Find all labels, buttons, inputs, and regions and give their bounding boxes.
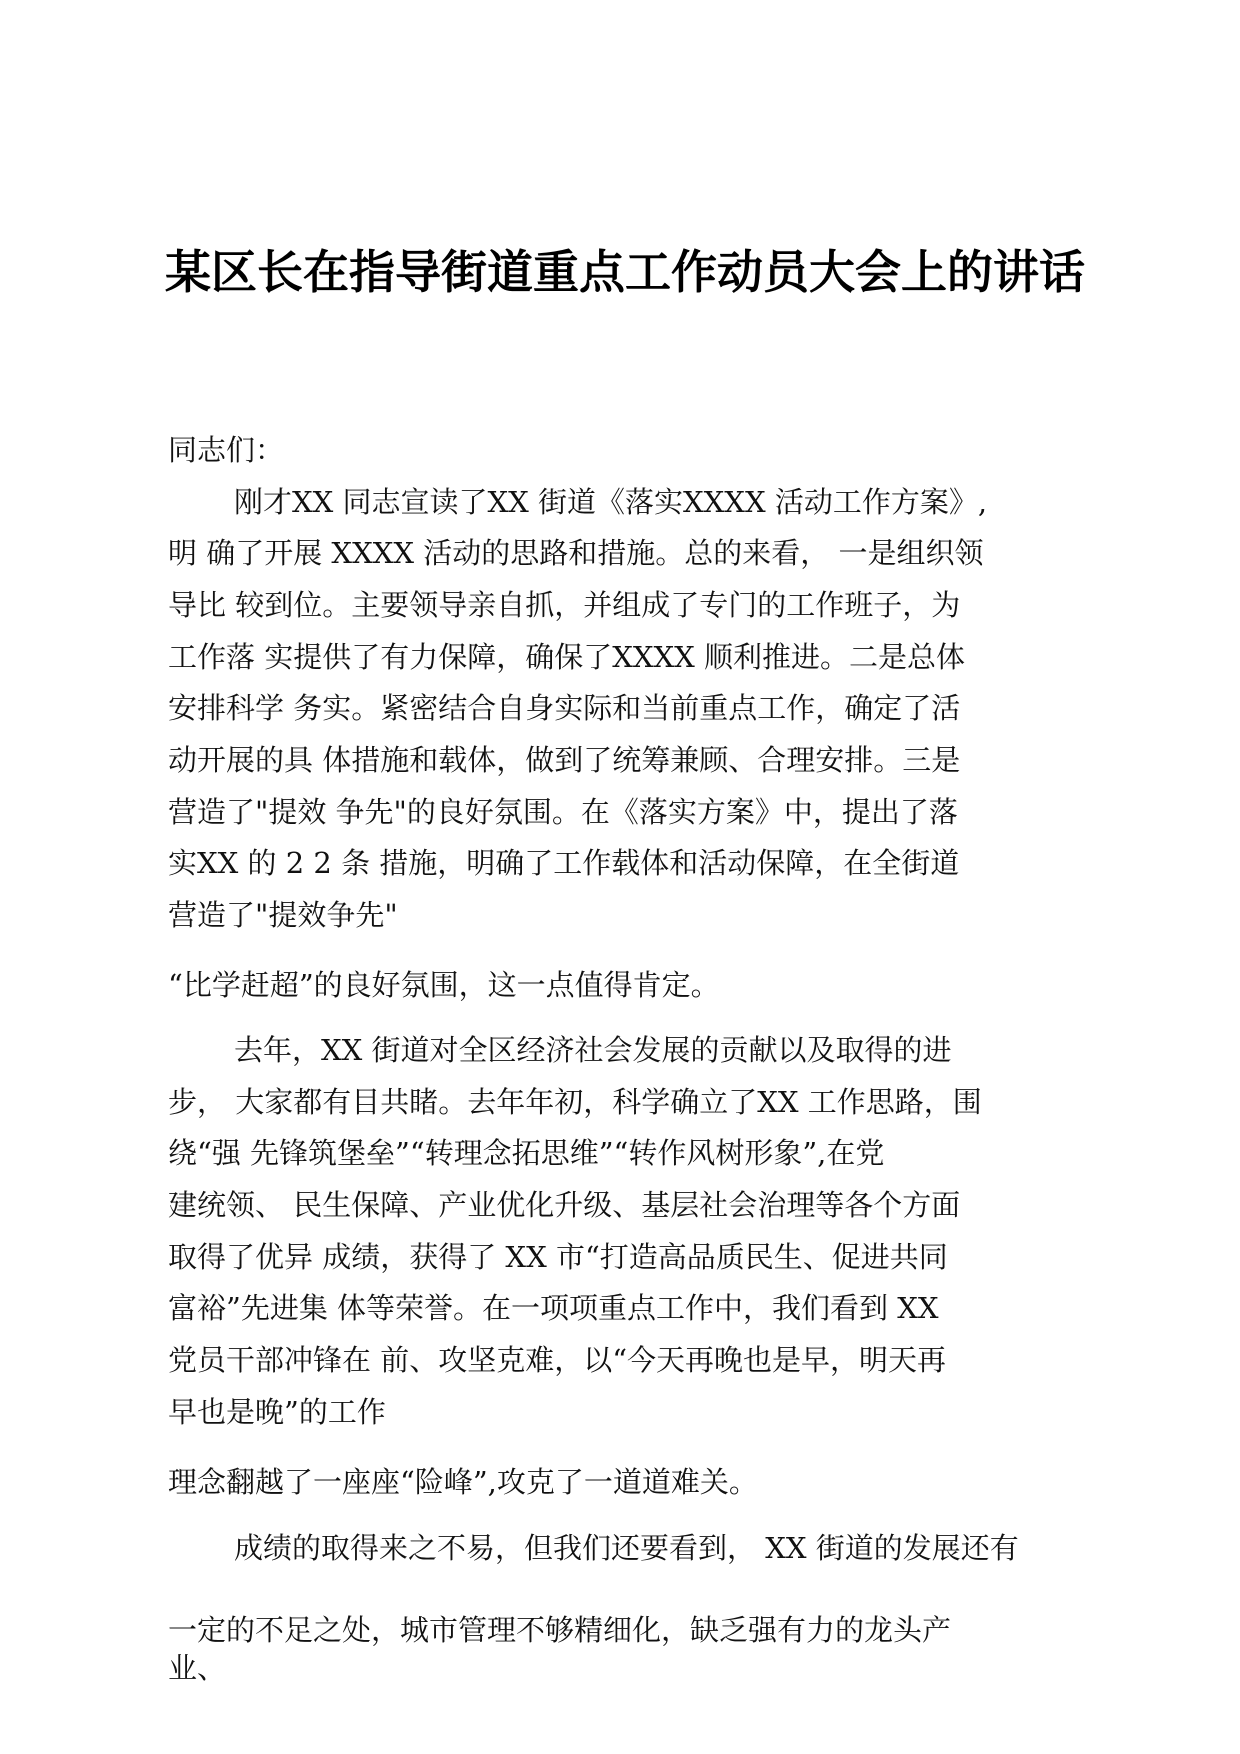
paragraph-line: 营造了"提效 争先"的良好氛围。在《落实方案》中，提出了落 (168, 795, 958, 829)
paragraph-line: 绕“强 先锋筑堡垒”“转理念拓思维”“转作风树形象”,在党 (168, 1136, 885, 1170)
paragraph-line: “比学赶超”的良好氛围，这一点值得肯定。 (168, 968, 720, 1002)
paragraph-line: 工作落 实提供了有力保障，确保了XXXX 顺利推进。二是总体 (168, 640, 966, 674)
paragraph-line: 明 确了开展 XXXX 活动的思路和措施。总的来看， 一是组织领 (168, 536, 984, 570)
paragraph-line: 党员干部冲锋在 前、攻坚克难，以“今天再晚也是早，明天再 (168, 1343, 947, 1377)
paragraph-line: 导比 较到位。主要领导亲自抓，并组成了专门的工作班子，为 (168, 588, 961, 622)
paragraph-line: 动开展的具 体措施和载体，做到了统筹兼顾、合理安排。三是 (168, 743, 961, 777)
paragraph-line: 业、 (168, 1651, 227, 1685)
paragraph-line: 富裕”先进集 体等荣誉。在一项项重点工作中，我们看到 XX (168, 1291, 939, 1325)
paragraph-line: 成绩的取得来之不易，但我们还要看到， XX 街道的发展还有 (234, 1531, 1019, 1565)
greeting: 同志们： (168, 433, 285, 467)
paragraph-line: 一定的不足之处，城市管理不够精细化，缺乏强有力的龙头产 (168, 1613, 952, 1647)
paragraph-line: 实XX 的 2 2 条 措施，明确了工作载体和活动保障，在全街道 (168, 846, 960, 880)
paragraph-line: 步， 大家都有目共睹。去年年初，科学确立了XX 工作思路，围 (168, 1085, 982, 1119)
paragraph-line: 营造了"提效争先" (168, 898, 398, 932)
paragraph-line: 早也是晚”的工作 (168, 1395, 386, 1429)
paragraph-line: 建统领、 民生保障、产业优化升级、基层社会治理等各个方面 (168, 1188, 961, 1222)
paragraph-line: 理念翻越了一座座“险峰”,攻克了一道道难关。 (168, 1465, 758, 1499)
paragraph-line: 去年，XX 街道对全区经济社会发展的贡献以及取得的进 (234, 1033, 952, 1067)
paragraph-line: 取得了优异 成绩，获得了 XX 市“打造高品质民生、促进共同 (168, 1240, 948, 1274)
paragraph-line: 刚才XX 同志宣读了XX 街道《落实XXXX 活动工作方案》, (234, 485, 988, 519)
paragraph-line: 安排科学 务实。紧密结合自身实际和当前重点工作，确定了活 (168, 691, 961, 725)
document-title: 某区长在指导街道重点工作动员大会上的讲话 (165, 245, 1085, 299)
